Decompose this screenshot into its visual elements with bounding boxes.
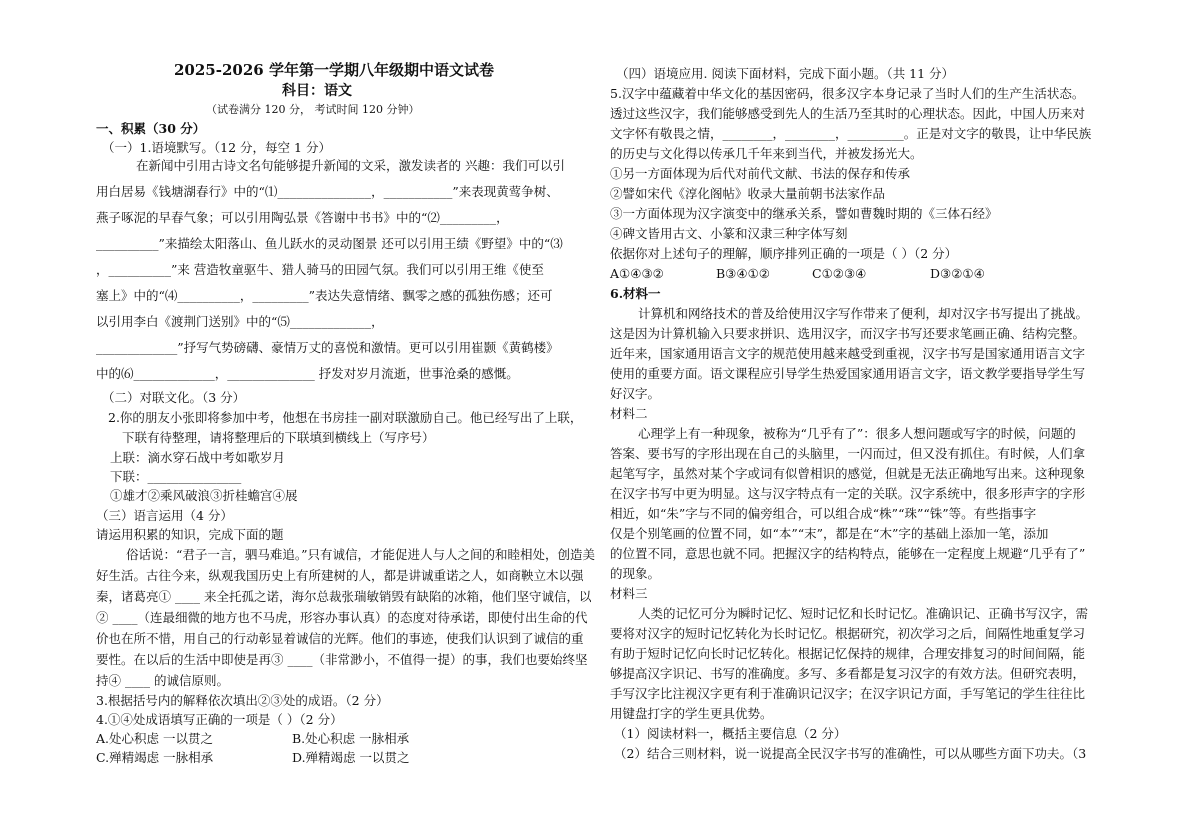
option-c: C.殚精竭虑 一脉相承: [96, 750, 214, 765]
paragraph-line: 中的⑹_____________，______________ 抒发对岁月流逝，世事沧桑的感慨。: [96, 366, 519, 381]
paragraph-line: 持④ ____ 的诚信原则。: [96, 673, 229, 688]
paragraph-line: 人类的记忆可分为瞬时记忆、短时记忆和长时记忆。准确识记、正确书写汉字，需: [638, 606, 1089, 621]
part-heading: （二）对联文化。（3 分）: [102, 390, 246, 405]
paragraph-line: 价也在所不惜，用自己的行动彰显着诚信的光辉。他们的事迹，使我们认识到了诚信的重: [96, 631, 584, 646]
paragraph-line: 仅是个别笔画的位置不同，如“本”“末”，都是在“木”字的基础上添加一笔，添加: [610, 526, 1049, 541]
material-heading: 6.材料一: [610, 286, 661, 301]
paragraph-line: 用白居易《钱塘湖春行》中的“⑴_______________，___________”来表现黄莺争树、: [96, 184, 559, 199]
part-heading: （三）语言运用（4 分）: [96, 508, 233, 523]
section-heading: 一、积累（30 分）: [96, 121, 206, 136]
question-line: 请运用积累的知识，完成下面的题: [96, 527, 284, 542]
material-heading: 材料三: [610, 586, 648, 601]
paragraph-line: 这是因为计算机输入只要求拼识、选用汉字，而汉字书写还要求笔画正确、结构完整。: [610, 326, 1086, 341]
paragraph-line: 有助于短时记忆向长时记忆转化。根据记忆保持的规律，合理安排复习的时间间隔，能: [610, 646, 1086, 661]
paragraph-line: 在汉字书写中更为明显。这与汉字特点有一定的关联。汉字系统中，很多形声字的字形: [610, 486, 1086, 501]
question-line: （2）结合三则材料，说一说提高全民汉字书写的准确性，可以从哪些方面下功夫。（3: [614, 746, 1087, 761]
option-b: B.处心积虑 一脉相承: [292, 731, 410, 746]
option-a: A.处心积虑 一以贯之: [96, 731, 213, 746]
paragraph-line: 答案、要书写的字形出现在自己的头脑里，一闪而过，但又没有抓住。有时候，人们拿: [610, 446, 1086, 461]
paragraph-line: 塞上》中的“⑷__________，_________”表达失意情绪、飘零之感的孤独伤感；还可: [96, 288, 553, 303]
material-heading: 材料二: [610, 406, 648, 421]
question-line: 透过这些汉字，我们能够感受到先人的生活乃至其时的心理状态。因此，中国人历来对: [610, 106, 1086, 121]
paragraph-line: 好汉字。: [610, 386, 661, 401]
question-line: ①雄才②乘风破浪③折桂蟾宫④展: [110, 488, 298, 503]
paragraph-line: 燕子啄泥的早春气象；可以引用陶弘景《答谢中书书》中的“⑵_________，: [96, 210, 509, 225]
part-heading: （一）1.语境默写。（12 分，每空 1 分）: [102, 140, 331, 155]
question-line: ③一方面体现为汉字演变中的继承关系，譬如曹魏时期的《三体石经》: [610, 206, 998, 221]
paragraph-line: __________”来描绘太阳落山、鱼儿跃水的灵动图景 还可以引用王绩《野望》中的“⑶: [96, 236, 563, 251]
question-line: 2.你的朋友小张即将参加中考，他想在书房挂一副对联激励自己。他已经写出了上联，: [108, 410, 583, 425]
question-line: 上联：滴水穿石战中考如歌岁月: [110, 450, 286, 465]
paragraph-line: 起笔写字，虽然对某个字或词有似曾相识的感觉，但就是无法正确地写出来。这种现象: [610, 466, 1086, 481]
paragraph-line: 相近，如“朱”字与不同的偏旁组合，可以组合成“株”“珠”“铢”等。有些指事字: [610, 506, 1037, 521]
paragraph-line: 够提高汉字识记、书写的准确度。多写、多看都是复习汉字的有效方法。但研究表明，: [610, 666, 1086, 681]
question-line: ②譬如宋代《淳化阁帖》收录大量前朝书法家作品: [610, 186, 886, 201]
option-b: B③④①②: [716, 266, 771, 281]
question-line: 下联：_______________: [110, 469, 242, 484]
paragraph-line: _____________”抒写气势磅礴、豪情万丈的喜悦和激情。更可以引用崔颢《黄鹤楼》: [96, 340, 559, 355]
question-line: 依据你对上述句子的理解，顺序排列正确的一项是（ ）（2 分）: [610, 246, 958, 261]
paragraph-line: 秦，诸葛亮① ____ 来全托孤之诺，海尔总裁张瑞敏销毁有缺陷的冰箱，他们坚守诚信，以: [96, 589, 592, 604]
paragraph-line: 手写汉字比注视汉字更有利于准确识记汉字；在汉字识记方面，手写笔记的学生往往比: [610, 686, 1086, 701]
paragraph-line: 在新闻中引用古诗文名句能够提升新闻的文采，激发读者的 兴趣：我们可以引: [136, 158, 565, 173]
part-heading: （四）语境应用. 阅读下面材料，完成下面小题。（共 11 分）: [616, 66, 955, 81]
option-c: C①②③④: [812, 266, 867, 281]
exam-title: 2025-2026 学年第一学期八年级期中语文试卷: [174, 61, 494, 79]
question-line: 5.汉字中蕴藏着中华文化的基因密码，很多汉字本身记录了当时人们的生产生活状态。: [610, 86, 1085, 101]
paragraph-line: 好生活。古往今来，纵观我国历史上有所建树的人，都是讲诚重诺之人，如商鞅立木以强: [96, 568, 584, 583]
paragraph-line: 的位置不同，意思也就不同。把握汉字的结构特点，能够在一定程度上规避“几乎有了”: [610, 546, 1086, 561]
option-d: D③②①④: [930, 266, 985, 281]
paragraph-line: ，__________”来 营造牧童驱牛、猎人骑马的田园气氛。我们可以引用王维《使至: [96, 262, 544, 277]
paragraph-line: 的现象。: [610, 566, 661, 581]
question-line: 4.①④处成语填写正确的一项是（ ）（2 分）: [96, 712, 343, 727]
question-line: 下联有待整理，请将整理后的下联填到横线上（写序号）: [122, 430, 435, 445]
question-line: ④碑文皆用古文、小篆和汉隶三种字体写刻: [610, 226, 848, 241]
exam-info: （试卷满分 120 分， 考试时间 120 分钟）: [206, 103, 420, 116]
paragraph-line: 近年来，国家通用语言文字的规范使用越来越受到重视，汉字书写是国家通用语言文字: [610, 346, 1086, 361]
paragraph-line: 使用的重要方面。语文课程应引导学生热爱国家通用语言文字，语文教学要指导学生写: [610, 366, 1086, 381]
subject-line: 科目：语文: [282, 83, 352, 99]
question-line: 3.根据括号内的解释依次填出②③处的成语。（2 分）: [96, 693, 389, 708]
question-line: （1）阅读材料一，概括主要信息（2 分）: [614, 726, 847, 741]
paragraph-line: 要将对汉字的短时记忆转化为长时记忆。根据研究，初次学习之后，间隔性地重复学习: [610, 626, 1086, 641]
paragraph-line: 心理学上有一种现象，被称为“几乎有了”：很多人想问题或写字的时候，问题的: [638, 426, 1076, 441]
question-line: ①另一方面体现为后代对前代文献、书法的保存和传承: [610, 166, 911, 181]
option-a: A①④③②: [610, 266, 664, 281]
question-line: 文字怀有敬畏之情，________，________，_________。正是对文字的敬畏，让中华民族: [610, 126, 1092, 141]
paragraph-line: 俗话说：“君子一言，驷马难追。”只有诚信，才能促进人与人之间的和睦相处，创造美: [126, 547, 596, 562]
paragraph-line: 以引用李白《渡荆门送别》中的“⑸_____________，: [96, 314, 384, 329]
paragraph-line: 计算机和网络技术的普及给使用汉字写作带来了便利，却对汉字书写提出了挑战。: [638, 306, 1089, 321]
paragraph-line: ② ____（连最细微的地方也不马虎，形容办事认真）的态度对待承诺，即使付出生命的代: [96, 610, 588, 625]
paragraph-line: 要性。在以后的生活中即使是再③ ____（非常渺小，不值得一提）的事，我们也要始终坚: [96, 652, 588, 667]
question-line: 的历史与文化得以传承几千年来到当代，并被发扬光大。: [610, 146, 923, 161]
option-d: D.殚精竭虑 一以贯之: [292, 750, 410, 765]
paragraph-line: 用键盘打字的学生更具优势。: [610, 706, 773, 721]
